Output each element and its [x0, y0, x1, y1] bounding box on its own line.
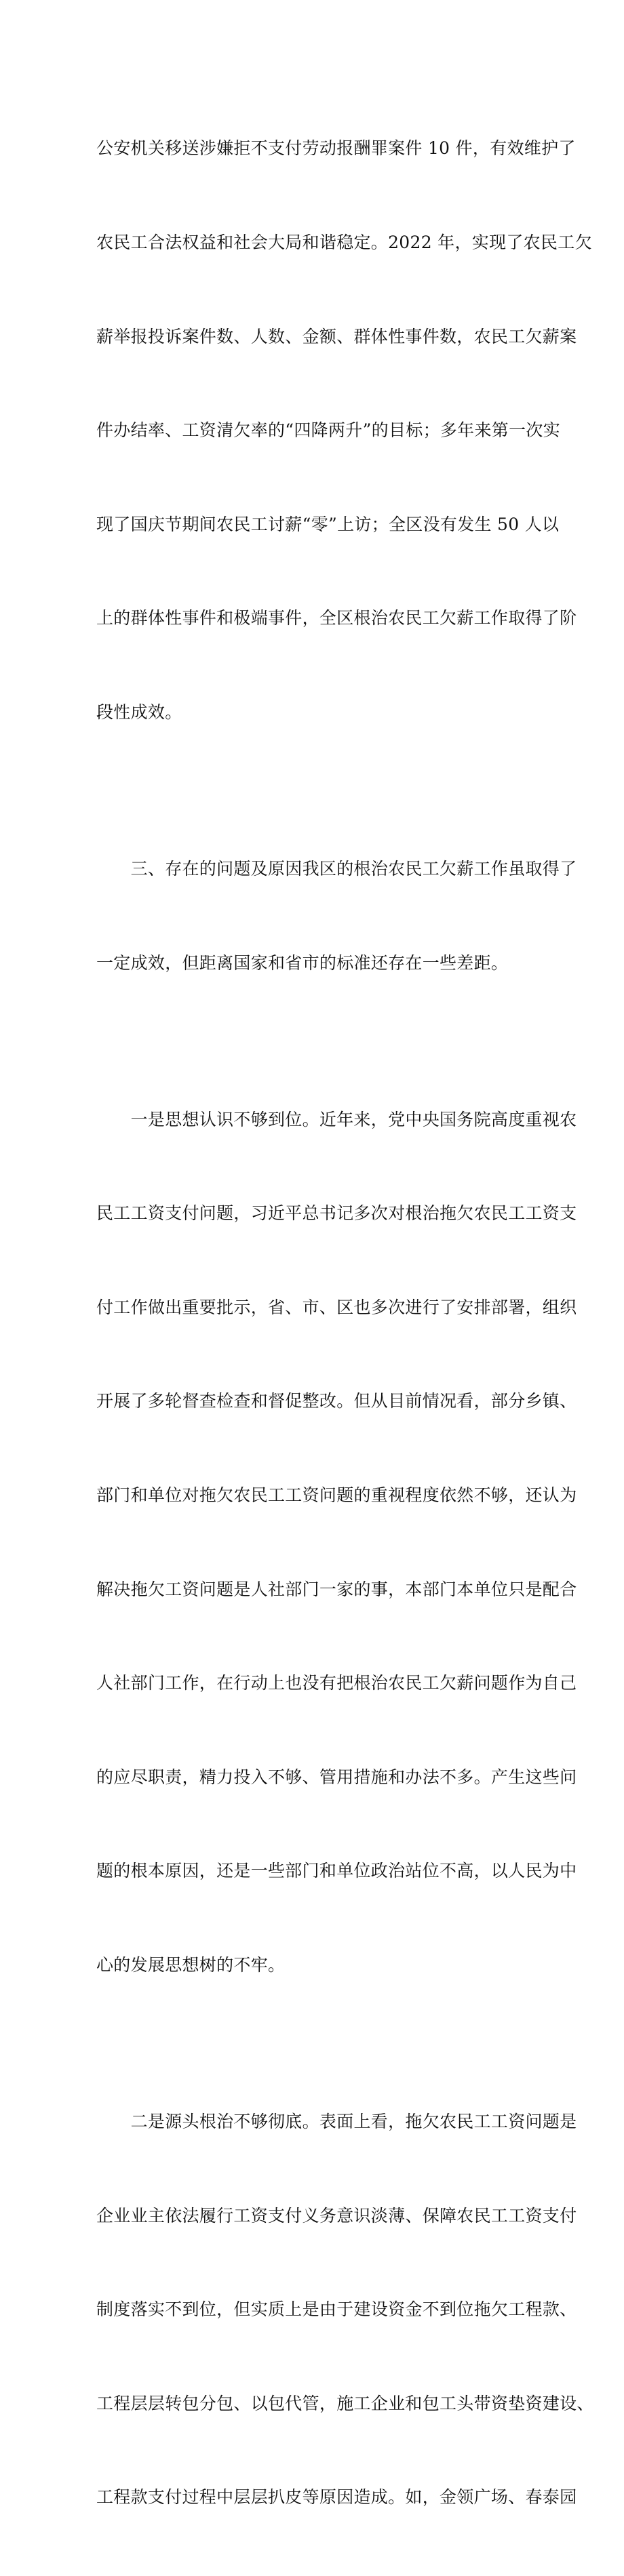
text-line: 工程层层转包分包、以包代管，施工企业和包工头带资垫资建设、 — [96, 2393, 594, 2413]
text-line: 部门和单位对拖欠农民工工资问题的重视程度依然不够，还认为 — [96, 1485, 577, 1505]
text-line: 付工作做出重要批示，省、市、区也多次进行了安排部署，组织 — [96, 1297, 577, 1317]
text-line: 的应尽职责，精力投入不够、管用措施和办法不多。产生这些问 — [96, 1767, 577, 1787]
text-line: 公安机关移送涉嫌拒不支付劳动报酬罪案件 10 件，有效维护了 — [96, 138, 576, 159]
text-line: 一是思想认识不够到位。近年来，党中央国务院高度重视农 — [96, 1109, 577, 1129]
paragraph-awareness — [96, 1041, 577, 2043]
paragraph-achievements — [96, 71, 592, 791]
text-line: 心的发展思想树的不牢。 — [96, 1954, 286, 1975]
text-line: 制度落实不到位，但实质上是由于建设资金不到位拖欠工程款、 — [96, 2299, 577, 2320]
text-line: 人社部门工作，在行动上也没有把根治农民工欠薪问题作为自己 — [96, 1673, 577, 1693]
text-line: 件办结率、工资清欠率的“四降两升”的目标；多年来第一次实 — [96, 420, 560, 441]
text-line: 二是源头根治不够彻底。表面上看，拖欠农民工工资问题是 — [96, 2111, 577, 2131]
text-line: 段性成效。 — [96, 702, 182, 722]
document-body — [96, 71, 594, 2576]
text-line: 上的群体性事件和极端事件，全区根治农民工欠薪工作取得了阶 — [96, 608, 577, 628]
text-line: 解决拖欠工资问题是人社部门一家的事，本部门本单位只是配合 — [96, 1579, 577, 1599]
text-line: 农民工合法权益和社会大局和谐稳定。2022 年，实现了农民工欠 — [96, 233, 592, 252]
paragraph-root-cause — [96, 2044, 594, 2576]
text-line: 现了国庆节期间农民工讨薪“零”上访；全区没有发生 50 人以 — [96, 514, 560, 534]
text-line: 民工工资支付问题，习近平总书记多次对根治拖欠农民工工资支 — [96, 1203, 577, 1224]
paragraph-problems-heading — [96, 791, 577, 1042]
text-line: 工程款支付过程中层层扒皮等原因造成。如，金领广场、春泰园 — [96, 2487, 577, 2508]
text-line: 企业业主依法履行工资支付义务意识淡薄、保障农民工工资支付 — [96, 2205, 577, 2226]
text-line: 三、存在的问题及原因我区的根治农民工欠薪工作虽取得了 — [96, 858, 577, 879]
text-line: 薪举报投诉案件数、人数、金额、群体性事件数，农民工欠薪案 — [96, 326, 577, 346]
text-line: 题的根本原因，还是一些部门和单位政治站位不高，以人民为中 — [96, 1861, 577, 1881]
text-line: 开展了多轮督查检查和督促整改。但从目前情况看，部分乡镇、 — [96, 1391, 577, 1411]
text-line: 一定成效，但距离国家和省市的标准还存在一些差距。 — [96, 952, 509, 973]
